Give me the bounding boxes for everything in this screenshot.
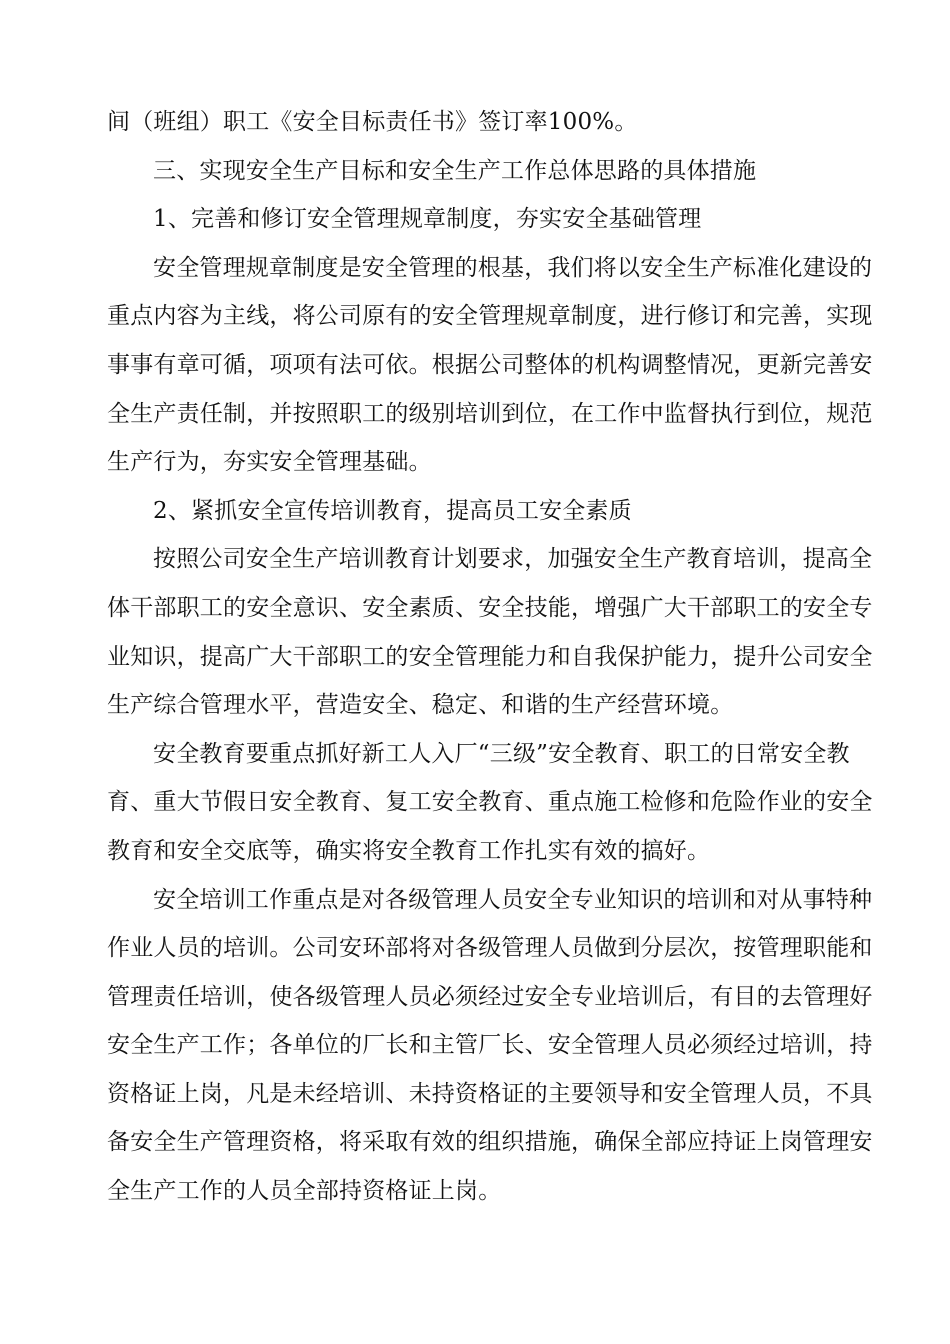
- text-line: 教育和安全交底等，确实将安全教育工作扎实有效的搞好。: [107, 837, 711, 864]
- text-line: 安全生产工作；各单位的厂长和主管厂长、安全管理人员必须经过培训，持: [107, 1032, 873, 1059]
- text-line: 安全管理规章制度是安全管理的根基，我们将以安全生产标准化建设的: [153, 254, 873, 281]
- text-line: 生产行为，夯实安全管理基础。: [107, 449, 432, 476]
- text-line: 间（班组）职工《安全目标责任书》签订率100%。: [107, 109, 638, 135]
- text-line: 重点内容为主线，将公司原有的安全管理规章制度，进行修订和完善，实现: [107, 303, 873, 330]
- text-line: 业知识，提高广大干部职工的安全管理能力和自我保护能力，提升公司安全: [107, 643, 873, 670]
- text-line: 全生产工作的人员全部持资格证上岗。: [107, 1178, 502, 1205]
- text-line: 按照公司安全生产培训教育计划要求，加强安全生产教育培训，提高全: [153, 546, 873, 573]
- subsection-heading: 1、完善和修订安全管理规章制度，夯实安全基础管理: [153, 206, 702, 233]
- text-line: 资格证上岗，凡是未经培训、未持资格证的主要领导和安全管理人员，不具: [107, 1080, 873, 1107]
- text-line: 备安全生产管理资格，将采取有效的组织措施，确保全部应持证上岗管理安: [107, 1129, 873, 1156]
- text-line: 全生产责任制，并按照职工的级别培训到位，在工作中监督执行到位，规范: [107, 400, 873, 427]
- section-heading: 三、实现安全生产目标和安全生产工作总体思路的具体措施: [153, 157, 757, 184]
- text-line: 管理责任培训，使各级管理人员必须经过安全专业培训后，有目的去管理好: [107, 983, 873, 1010]
- text-line: 安全教育要重点抓好新工人入厂“三级”安全教育、职工的日常安全教: [153, 740, 850, 767]
- body-text: [107, 98, 873, 1216]
- text-line: 事事有章可循，项项有法可依。根据公司整体的机构调整情况，更新完善安: [107, 351, 873, 378]
- text-line: 安全培训工作重点是对各级管理人员安全专业知识的培训和对从事特种: [153, 886, 873, 913]
- text-line: 生产综合管理水平，营造安全、稳定、和谐的生产经营环境。: [107, 692, 734, 719]
- subsection-heading: 2、紧抓安全宣传培训教育，提高员工安全素质: [153, 497, 632, 524]
- text-line: 体干部职工的安全意识、安全素质、安全技能，增强广大干部职工的安全专: [107, 594, 873, 621]
- text-line: 作业人员的培训。公司安环部将对各级管理人员做到分层次，按管理职能和: [107, 935, 873, 962]
- text-line: 育、重大节假日安全教育、复工安全教育、重点施工检修和危险作业的安全: [107, 789, 873, 816]
